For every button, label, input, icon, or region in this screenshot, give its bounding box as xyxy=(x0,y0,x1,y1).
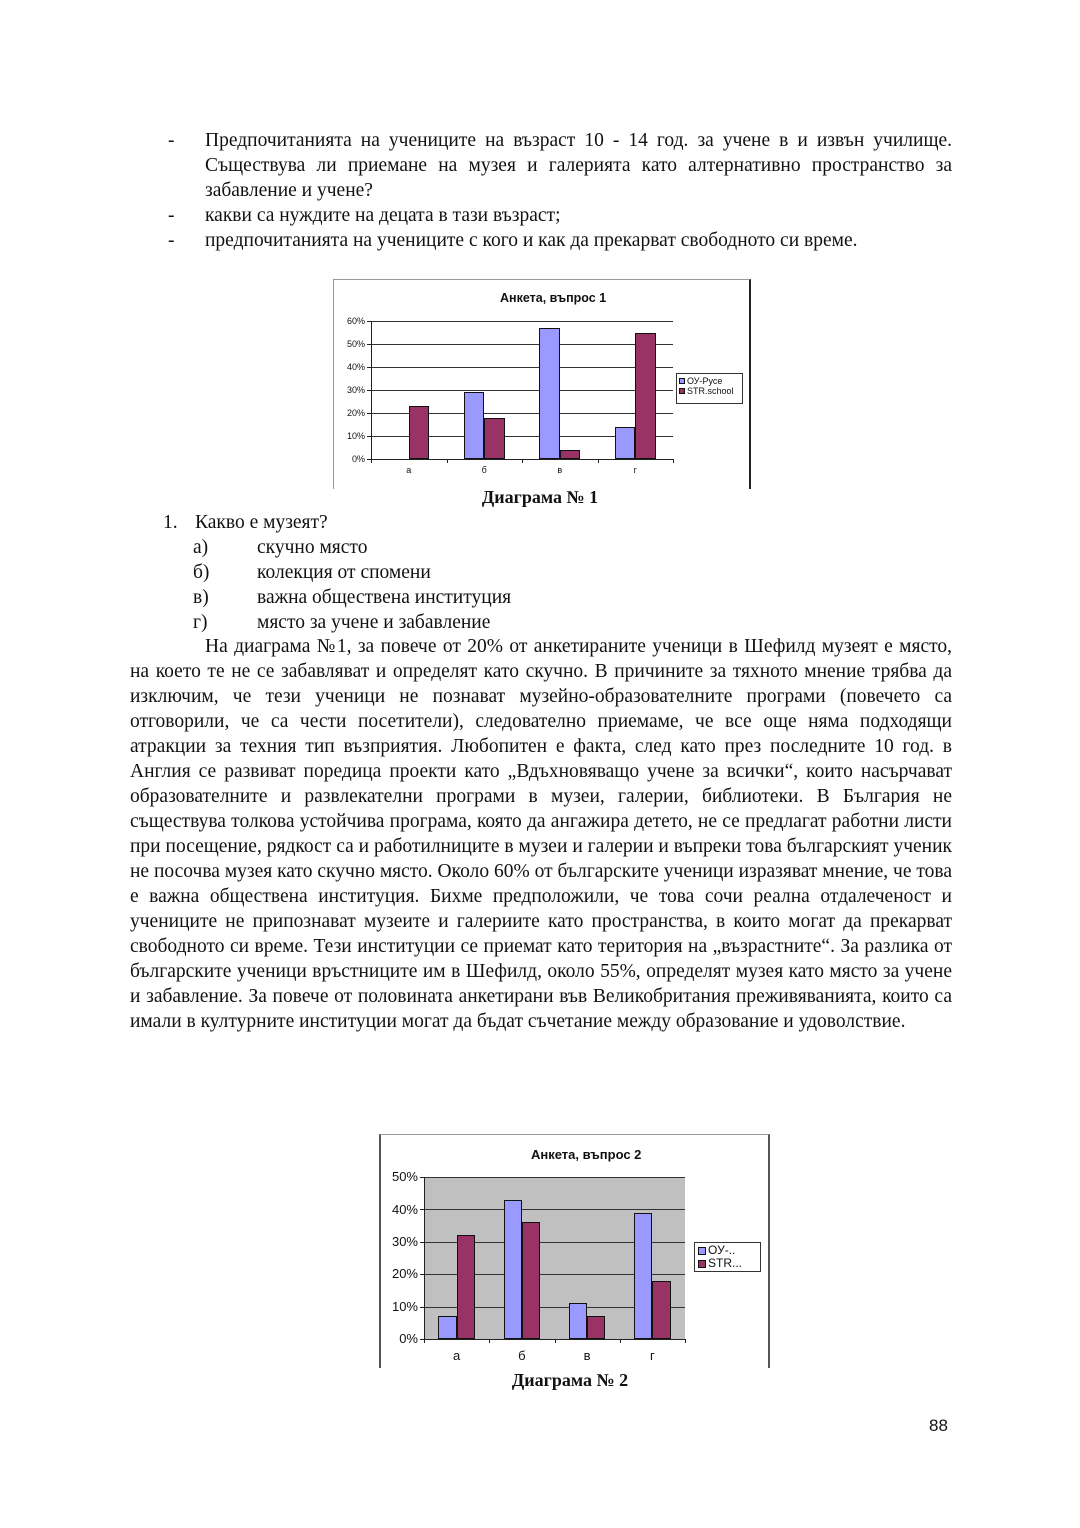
plot-area xyxy=(371,321,673,459)
bar-series2 xyxy=(457,1235,475,1339)
y-tick-label: 40% xyxy=(391,1201,418,1217)
chart-2 xyxy=(379,1134,770,1368)
bar-series1 xyxy=(504,1200,522,1339)
bar-series1 xyxy=(569,1303,587,1339)
x-tick-mark xyxy=(489,1339,490,1343)
legend-swatch-icon xyxy=(679,378,685,384)
legend-item-series2 xyxy=(679,386,740,396)
x-category-label: в xyxy=(583,1348,591,1363)
y-axis xyxy=(371,321,372,459)
x-tick-mark xyxy=(424,1339,425,1343)
chart-legend xyxy=(694,1242,761,1272)
bar-series1 xyxy=(464,392,484,459)
x-tick-mark xyxy=(685,1339,686,1343)
x-tick-mark xyxy=(620,1339,621,1343)
y-tick-label: 30% xyxy=(346,384,365,395)
gridline xyxy=(371,367,673,368)
bullet-item xyxy=(130,128,952,203)
y-axis xyxy=(424,1177,425,1339)
bullet-text: Предпочитанията на учениците на възраст 10 - 14 год. за учене в и извън училище. Съществува ли приемане на музея и галерията като алтернативно пространство за забавление и учене? xyxy=(205,130,952,201)
y-tick-label: 20% xyxy=(391,1266,418,1282)
y-tick-label: 0% xyxy=(351,453,365,464)
bullet-list xyxy=(130,128,952,253)
x-tick-mark xyxy=(371,459,372,463)
x-category-label: г xyxy=(633,465,637,475)
gridline xyxy=(371,344,673,345)
bar-series1 xyxy=(634,1213,652,1339)
y-tick-label: 10% xyxy=(391,1298,418,1314)
legend-label: STR.school xyxy=(687,386,734,396)
x-tick-mark xyxy=(522,459,523,463)
question-text: Какво е музеят? xyxy=(195,512,328,533)
x-tick-mark xyxy=(447,459,448,463)
option-text: скучно място xyxy=(257,537,368,558)
bar-series2 xyxy=(587,1316,605,1339)
bullet-text: предпочитанията на учениците с кого и как да прекарват свободното си време. xyxy=(205,230,858,251)
y-tick-label: 40% xyxy=(346,361,365,372)
legend-swatch-icon xyxy=(679,388,685,394)
legend-item-series1 xyxy=(679,376,740,386)
bar-series1 xyxy=(539,328,559,459)
body-paragraph: На диаграма №1, за повече от 20% от анкетираните ученици в Шефилд музеят е място, на което те не се забавляват и определят като скучно. В причините за тяхното мнение трябва да изключим, че тези ученици не познават музейно-образователните програми (повечето са отговорили, че са чести посетители), следователно приемаме, че все още няма подходящи атракции за техния тип възприятия. Любопитен е факта, след като през последните 10 год. в Англия се развиват поредица проекти като „Вдъхновяващо учене за всички“, които насърчават образователните и развлекателни програми в музеи, галерии, библиотеки. В България не съществува толкова устойчива програма, която да ангажира детето, не се предлагат работни листи при посещение, рядкост са и работилниците в музеи и галерии и въпреки това българският ученик не посочва музея като скучно място. Около 60% от българските ученици изразяват мнение, че това е важна обществена институция. Бихме предположили, че това сочи реална отдалеченост и учениците не припознават музеите и галериите като пространства, в които могат да прекарват свободното си време. Тези институции се приемат като територия на „възрастните“. За разлика от българските ученици връстниците им в Шефилд, около 55%, определят музея като място за учене и забавление. За повече от половината анкетирани във Великобритания преживяванията, които са имали в културните институции могат да бъдат съчетание между образование и удоволствие. xyxy=(130,636,952,1032)
bar-series2 xyxy=(409,406,429,459)
option-text: място за учене и забавление xyxy=(257,612,491,633)
bullet-text: какви са нуждите на децата в тази възраст; xyxy=(205,205,561,226)
y-tick-label: 20% xyxy=(346,407,365,418)
x-category-label: б xyxy=(518,1348,526,1363)
option-letter: а) xyxy=(193,537,209,558)
bullet-item xyxy=(130,228,952,253)
chart-1 xyxy=(333,279,751,489)
x-category-label: в xyxy=(557,465,563,475)
chart-legend xyxy=(676,373,743,404)
y-tick-label: 60% xyxy=(346,315,365,326)
bar-series1 xyxy=(615,427,635,459)
legend-swatch-icon xyxy=(698,1260,706,1268)
x-category-label: а xyxy=(453,1348,461,1363)
page-number: 88 xyxy=(929,1416,948,1435)
x-tick-mark xyxy=(598,459,599,463)
y-tick-label: 0% xyxy=(399,1331,418,1347)
gridline xyxy=(424,1177,685,1178)
option-letter: г) xyxy=(193,612,208,633)
legend-label: ОУ-Русе xyxy=(687,376,723,386)
bullet-dash: - xyxy=(168,230,175,251)
question-number: 1. xyxy=(163,512,178,533)
chart-2-caption: Диаграма № 2 xyxy=(511,1370,629,1390)
bar-series2 xyxy=(652,1281,670,1339)
legend-label: STR... xyxy=(708,1256,743,1270)
x-category-label: а xyxy=(406,465,412,475)
x-category-label: б xyxy=(481,465,487,475)
option-text: важна обществена институция xyxy=(257,587,512,608)
x-tick-mark xyxy=(673,459,674,463)
y-tick-label: 30% xyxy=(391,1234,418,1249)
bar-series2 xyxy=(560,450,580,459)
bar-series1 xyxy=(438,1316,456,1339)
bullet-dash: - xyxy=(168,205,175,226)
bullet-item xyxy=(130,203,952,228)
chart-title: Анкета, въпрос 1 xyxy=(500,291,607,305)
bar-series2 xyxy=(484,418,504,459)
bar-series2 xyxy=(522,1222,540,1339)
bullet-dash: - xyxy=(168,130,175,151)
bar-series2 xyxy=(635,333,655,460)
y-tick-label: 50% xyxy=(346,338,365,349)
y-tick-label: 10% xyxy=(346,430,365,441)
chart-1-caption: Диаграма № 1 xyxy=(481,487,599,507)
gridline xyxy=(371,321,673,322)
gridline xyxy=(424,1209,685,1210)
legend-label: ОУ-.. xyxy=(708,1243,736,1257)
gridline xyxy=(371,390,673,391)
plot-area xyxy=(424,1177,685,1339)
legend-item-series2 xyxy=(698,1257,757,1270)
option-letter: в) xyxy=(193,587,209,608)
x-category-label: г xyxy=(650,1348,655,1363)
option-letter: б) xyxy=(193,562,210,583)
y-tick-label: 50% xyxy=(391,1169,418,1185)
chart-title: Анкета, въпрос 2 xyxy=(531,1147,642,1162)
legend-swatch-icon xyxy=(698,1247,706,1255)
option-text: колекция от спомени xyxy=(257,562,431,583)
x-tick-mark xyxy=(555,1339,556,1343)
